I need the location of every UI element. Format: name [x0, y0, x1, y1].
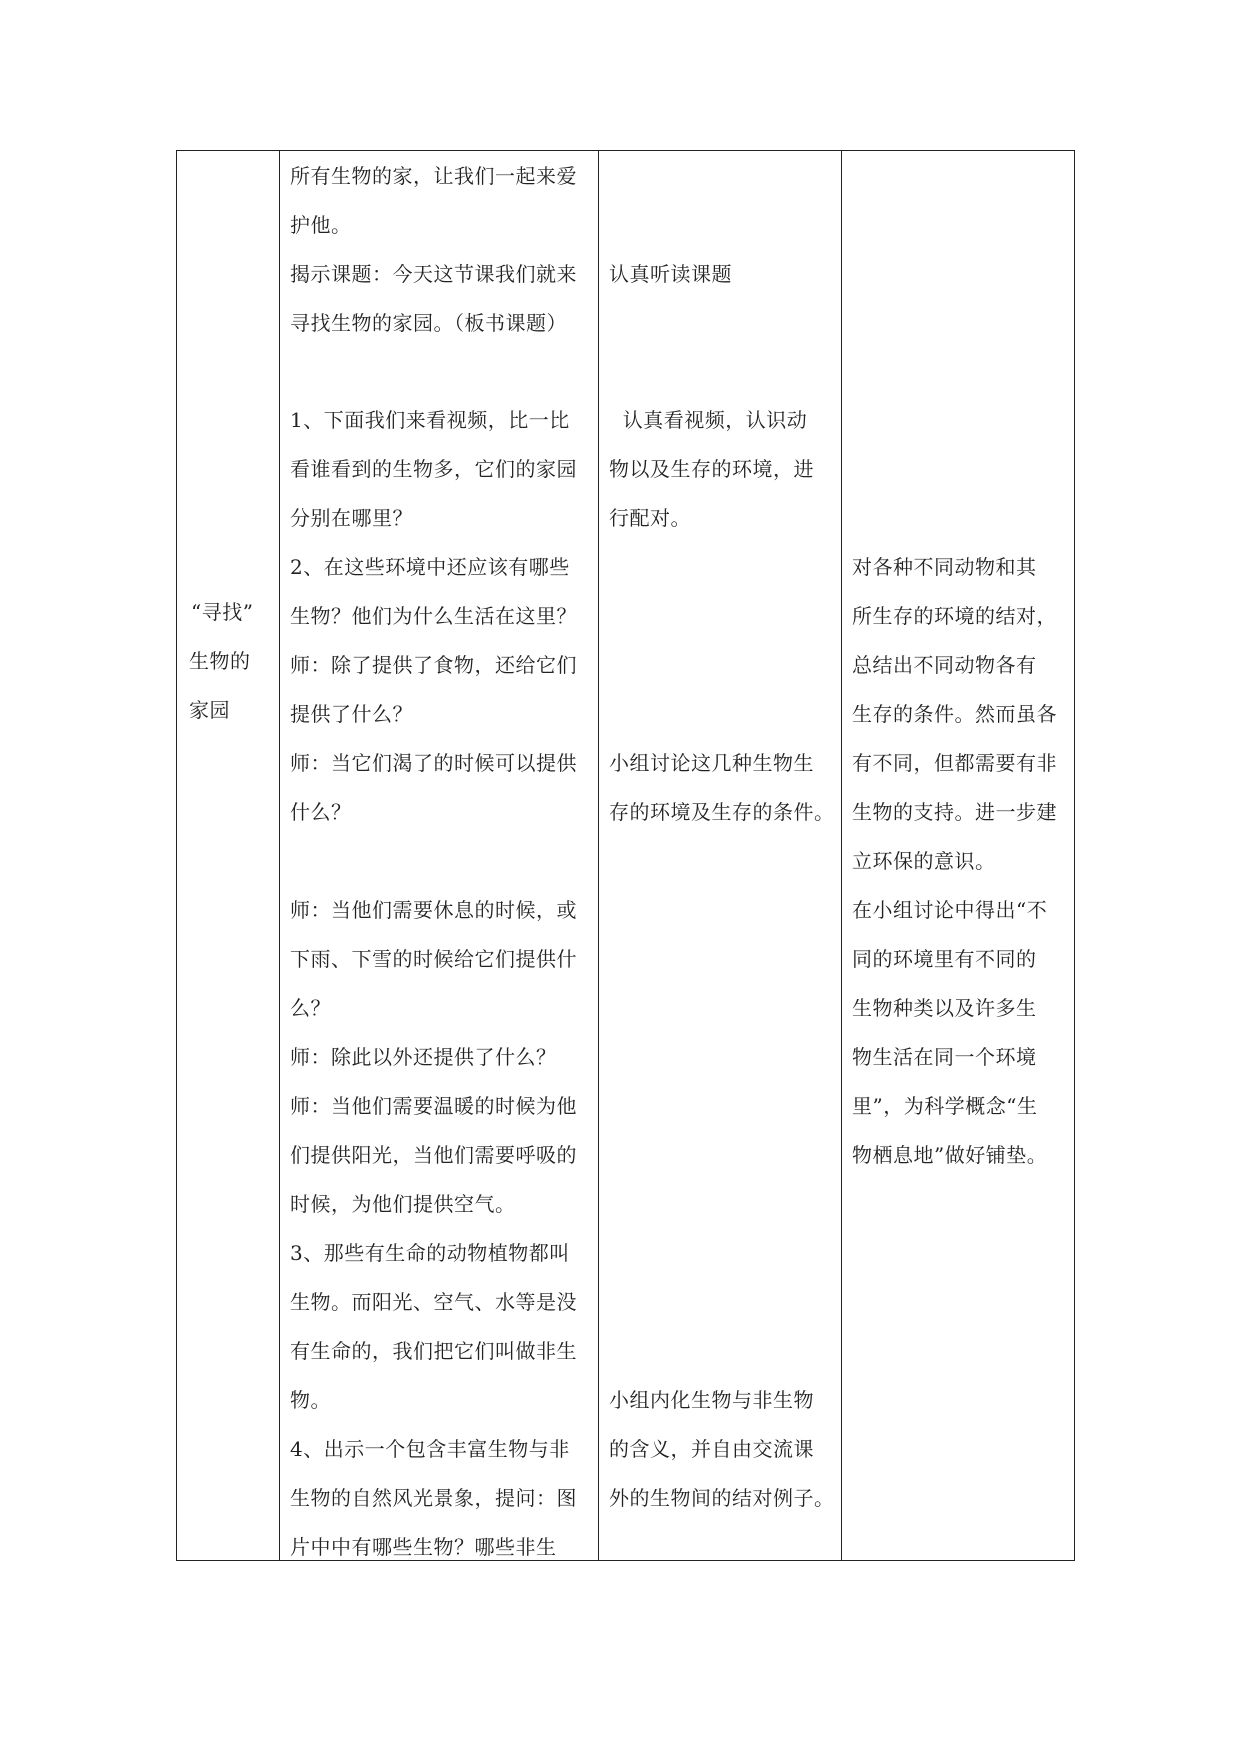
intent-line: 同的环境里有不同的: [852, 947, 1037, 971]
teacher-line: 师：当它们渴了的时候可以提供: [290, 751, 577, 775]
teacher-line: 下雨、下雪的时候给它们提供什: [290, 947, 577, 971]
column-divider: [598, 151, 599, 1560]
teacher-line: 生物。而阳光、空气、水等是没: [290, 1290, 577, 1314]
teacher-line: 提供了什么？: [290, 702, 413, 726]
student-line: 小组内化生物与非生物: [609, 1388, 814, 1412]
teacher-line: 护他。: [290, 213, 352, 237]
student-line: 认真听读课题: [609, 262, 732, 286]
teacher-line: 们提供阳光，当他们需要呼吸的: [290, 1143, 577, 1167]
teacher-line: 所有生物的家，让我们一起来爱: [290, 164, 577, 188]
intent-line: 物生活在同一个环境: [852, 1045, 1037, 1069]
student-line: 认真看视频，认识动: [609, 408, 808, 432]
intent-line: 生存的条件。然而虽各: [852, 702, 1057, 726]
teacher-line: 有生命的，我们把它们叫做非生: [290, 1339, 577, 1363]
teacher-line: 看谁看到的生物多，它们的家园: [290, 457, 577, 481]
teacher-line: 么？: [290, 996, 331, 1020]
teacher-line: 3、那些有生命的动物植物都叫: [290, 1241, 570, 1265]
intent-line: 有不同，但都需要有非: [852, 751, 1057, 775]
teacher-line: 寻找生物的家园。（板书课题）: [290, 311, 567, 335]
topic-line: “寻找”: [191, 600, 254, 624]
teacher-line: 4、出示一个包含丰富生物与非: [290, 1437, 570, 1461]
teacher-line: 1、下面我们来看视频，比一比: [290, 408, 570, 432]
intent-line: 对各种不同动物和其: [852, 555, 1037, 579]
teacher-line: 生物？他们为什么生活在这里？: [290, 604, 577, 628]
lesson-plan-table: [176, 150, 1075, 1561]
teacher-line: 师：当他们需要温暖的时候为他: [290, 1094, 577, 1118]
topic-line: 家园: [189, 698, 230, 722]
intent-line: 生物种类以及许多生: [852, 996, 1037, 1020]
student-line: 的含义，并自由交流课: [609, 1437, 814, 1461]
intent-line: 里”，为科学概念“生: [852, 1094, 1038, 1118]
teacher-line: 2、在这些环境中还应该有哪些: [290, 555, 570, 579]
student-line: 行配对。: [609, 506, 691, 530]
teacher-line: 生物的自然风光景象，提问：图: [290, 1486, 577, 1510]
teacher-line: 片中中有哪些生物？哪些非生: [290, 1535, 557, 1559]
intent-line: 立环保的意识。: [852, 849, 996, 873]
teacher-line: 什么？: [290, 800, 352, 824]
teacher-line: 师：当他们需要休息的时候，或: [290, 898, 577, 922]
column-divider: [841, 151, 842, 1560]
student-line: 外的生物间的结对例子。: [609, 1486, 835, 1510]
teacher-line: 时候，为他们提供空气。: [290, 1192, 516, 1216]
intent-line: 物栖息地”做好铺垫。: [852, 1143, 1048, 1167]
column-divider: [279, 151, 280, 1560]
teacher-line: 物。: [290, 1388, 331, 1412]
teacher-line: 师：除了提供了食物，还给它们: [290, 653, 577, 677]
student-line: 存的环境及生存的条件。: [609, 800, 835, 824]
intent-line: 生物的支持。进一步建: [852, 800, 1057, 824]
topic-line: 生物的: [189, 649, 251, 673]
student-line: 小组讨论这几种生物生: [609, 751, 814, 775]
intent-line: 总结出不同动物各有: [852, 653, 1037, 677]
teacher-line: 揭示课题：今天这节课我们就来: [290, 262, 577, 286]
intent-line: 在小组讨论中得出“不: [852, 898, 1048, 922]
intent-line: 所生存的环境的结对，: [852, 604, 1057, 628]
student-line: 物以及生存的环境，进: [609, 457, 814, 481]
teacher-line: 师：除此以外还提供了什么？: [290, 1045, 557, 1069]
teacher-line: 分别在哪里？: [290, 506, 413, 530]
